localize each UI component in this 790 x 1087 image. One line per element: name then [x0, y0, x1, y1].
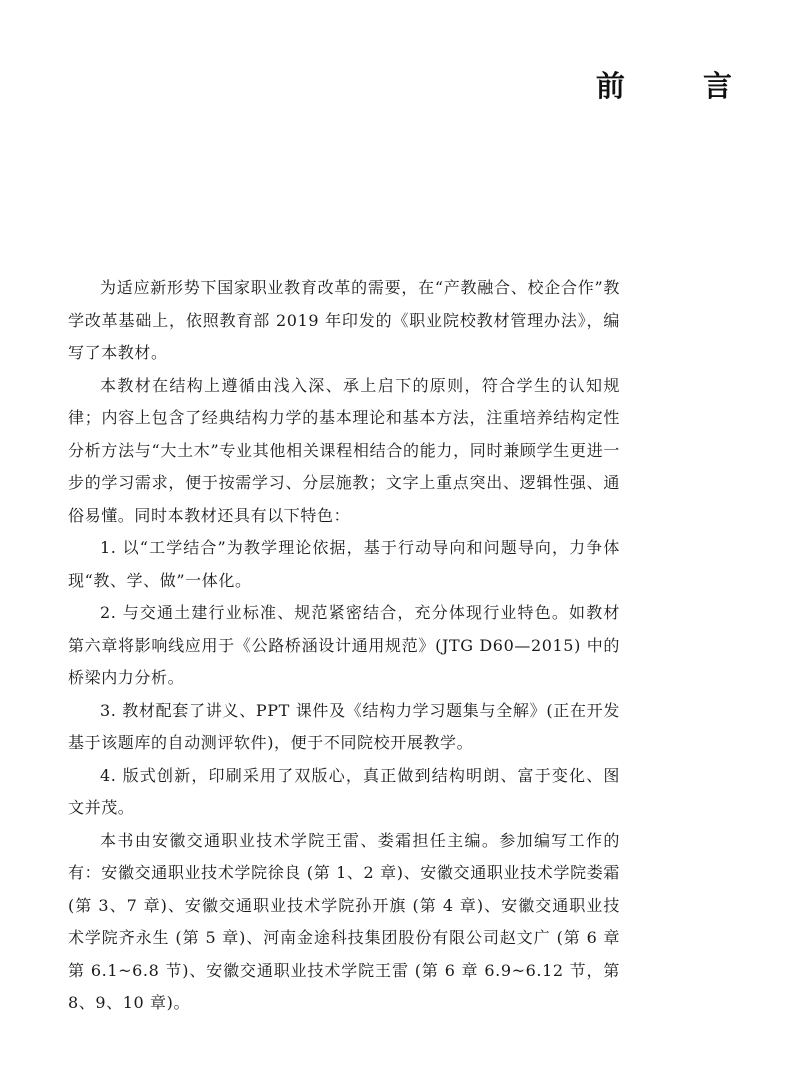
paragraph-intro: 为适应新形势下国家职业教育改革的需要，在“产教融合、校企合作”教学改革基础上，依照教育部 2019 年印发的《职业院校教材管理办法》，编写了本教材。 — [68, 278, 620, 362]
paragraph-feature-2: 2. 与交通土建行业标准、规范紧密结合，充分体现行业特色。如教材第六章将影响线应用于《公路桥涵设计通用规范》(JTG D60—2015) 中的桥梁内力分析。 — [68, 603, 620, 687]
paragraph-feature-4: 4. 版式创新，印刷采用了双版心，真正做到结构明朗、富于变化、图文并茂。 — [68, 765, 620, 817]
paragraph-feature-3: 3. 教材配套了讲义、PPT 课件及《结构力学习题集与全解》(正在开发基于该题库的自动测评软件)，便于不同院校开展教学。 — [68, 700, 620, 752]
paragraph-feature-1: 1. 以“工学结合”为教学理论依据，基于行动导向和问题导向，力争体现“教、学、做”一体化。 — [68, 538, 620, 590]
paragraph-authors: 本书由安徽交通职业技术学院王雷、娄霜担任主编。参加编写工作的有：安徽交通职业技术学院徐良 (第 1、2 章)、安徽交通职业技术学院娄霜 (第 3、7 章)、安徽交通职业技术学院孙开旗 (第 4 章)、安徽交通职业技术学院齐永生 (第 5 章)、河南金途科技集团股份有限公司赵文广 (第 6 章第 6.1~6.8 节)、安徽交通职业技术学院王雷 (第 6 章 6.9~6.12 节，第 8、9、10 章)。 — [68, 830, 620, 1012]
page-title: 前 言 — [595, 69, 766, 103]
paragraph-structure: 本教材在结构上遵循由浅入深、承上启下的原则，符合学生的认知规律；内容上包含了经典结构力学的基本理论和基本方法，注重培养结构定性分析方法与“大土木”专业其他相关课程相结合的能力，同时兼顾学生更进一步的学习需求，便于按需学习、分层施教；文字上重点突出、逻辑性强、通俗易懂。同时本教材还具有以下特色： — [68, 375, 620, 525]
preface-body — [68, 272, 620, 1020]
